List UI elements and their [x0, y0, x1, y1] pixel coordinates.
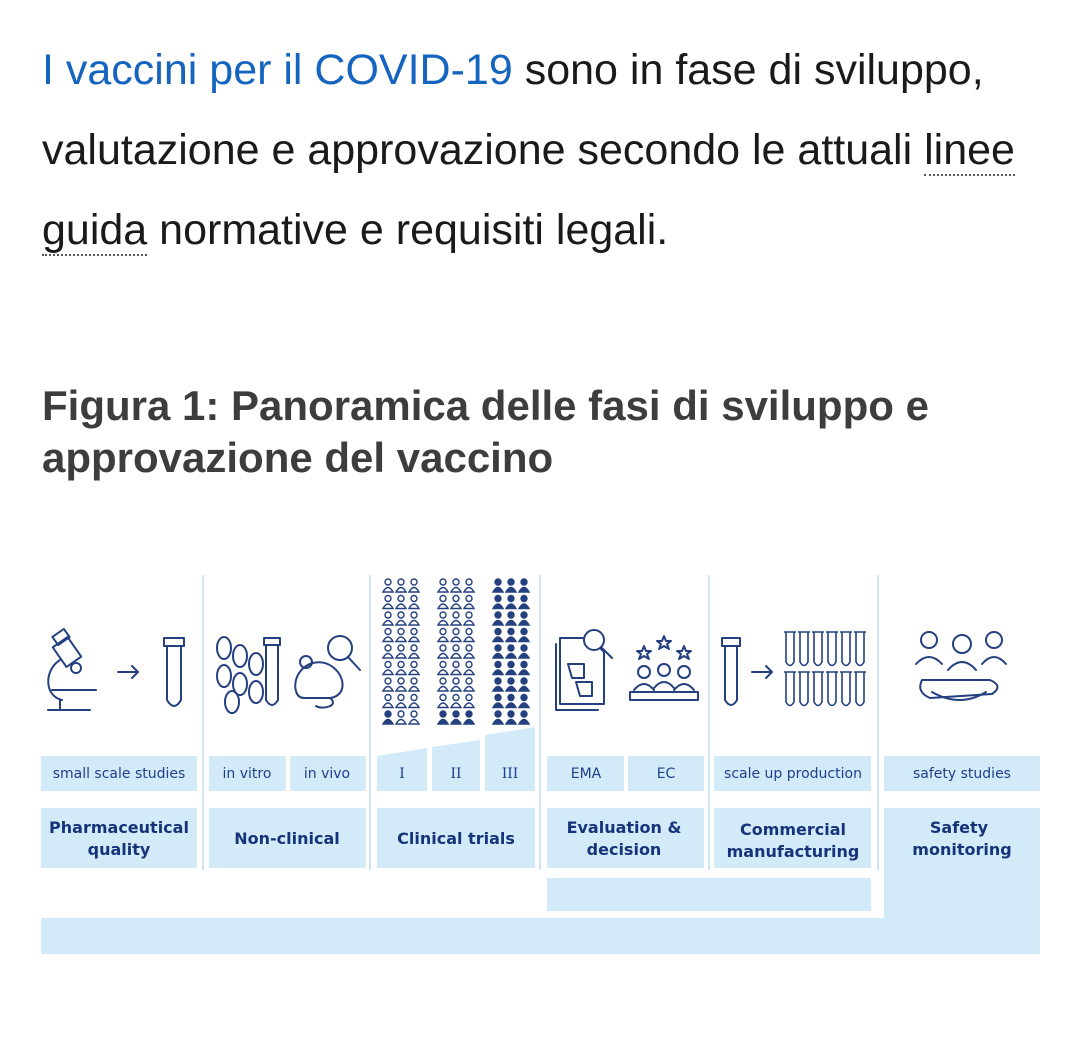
stage-safety-line2: monitoring	[912, 840, 1012, 859]
committee-icon	[630, 636, 698, 700]
stage-evaluation-line1: Evaluation &	[566, 818, 682, 837]
label-phase-3: III	[501, 766, 519, 782]
microscope-icon	[48, 629, 96, 710]
stage-commercial-line1: Commercial	[739, 820, 847, 839]
label-phase-1: I	[399, 766, 405, 782]
figure-title: Figura 1: Panoramica delle fasi di sviluppo e approvazione del vaccino	[42, 382, 929, 481]
test-tube-icon-3	[722, 638, 740, 705]
cells-icon	[217, 637, 263, 713]
label-ema: EMA	[570, 766, 602, 782]
stage-non-clinical: Non-clinical	[234, 829, 340, 848]
arrow-right-icon-2	[752, 666, 772, 678]
stage-commercial-line2: manufacturing	[726, 842, 860, 861]
arrow-right-icon	[118, 666, 138, 678]
mouse-magnifier-icon	[295, 636, 360, 708]
stage-safety-line1: Safety	[929, 818, 989, 837]
label-in-vitro: in vitro	[222, 766, 272, 782]
vaccine-development-diagram	[0, 560, 1073, 980]
label-ec: EC	[656, 766, 676, 782]
people-grid-icon	[383, 579, 529, 724]
test-tube-rack-icon	[784, 632, 866, 706]
intro-text-2: normative e requisiti legali.	[147, 206, 669, 254]
intro-text-1: sono in fase di sviluppo, valutazione e approvazione secondo le attuali	[42, 46, 984, 174]
test-tube-icon-2	[264, 638, 280, 705]
label-phase-2: II	[450, 766, 462, 782]
label-in-vivo: in vivo	[303, 766, 351, 782]
label-small-scale-studies: small scale studies	[52, 766, 186, 782]
label-scale-up-production: scale up production	[724, 766, 862, 782]
test-tube-icon	[164, 638, 184, 706]
patients-icon	[916, 632, 1006, 700]
covid-vaccines-link[interactable]: I vaccini per il COVID-19	[42, 46, 513, 94]
stage-evaluation-line2: decision	[586, 840, 662, 859]
stage-pharmaceutical-line1: Pharmaceutical	[49, 818, 189, 837]
stage-pharmaceutical-line2: quality	[87, 840, 151, 859]
intro-paragraph	[42, 30, 1042, 270]
document-thumbs-icon	[556, 630, 612, 710]
guidelines-term[interactable]: linee guida	[42, 126, 1015, 254]
label-safety-studies: safety studies	[913, 766, 1011, 782]
stage-clinical-trials: Clinical trials	[397, 829, 515, 848]
